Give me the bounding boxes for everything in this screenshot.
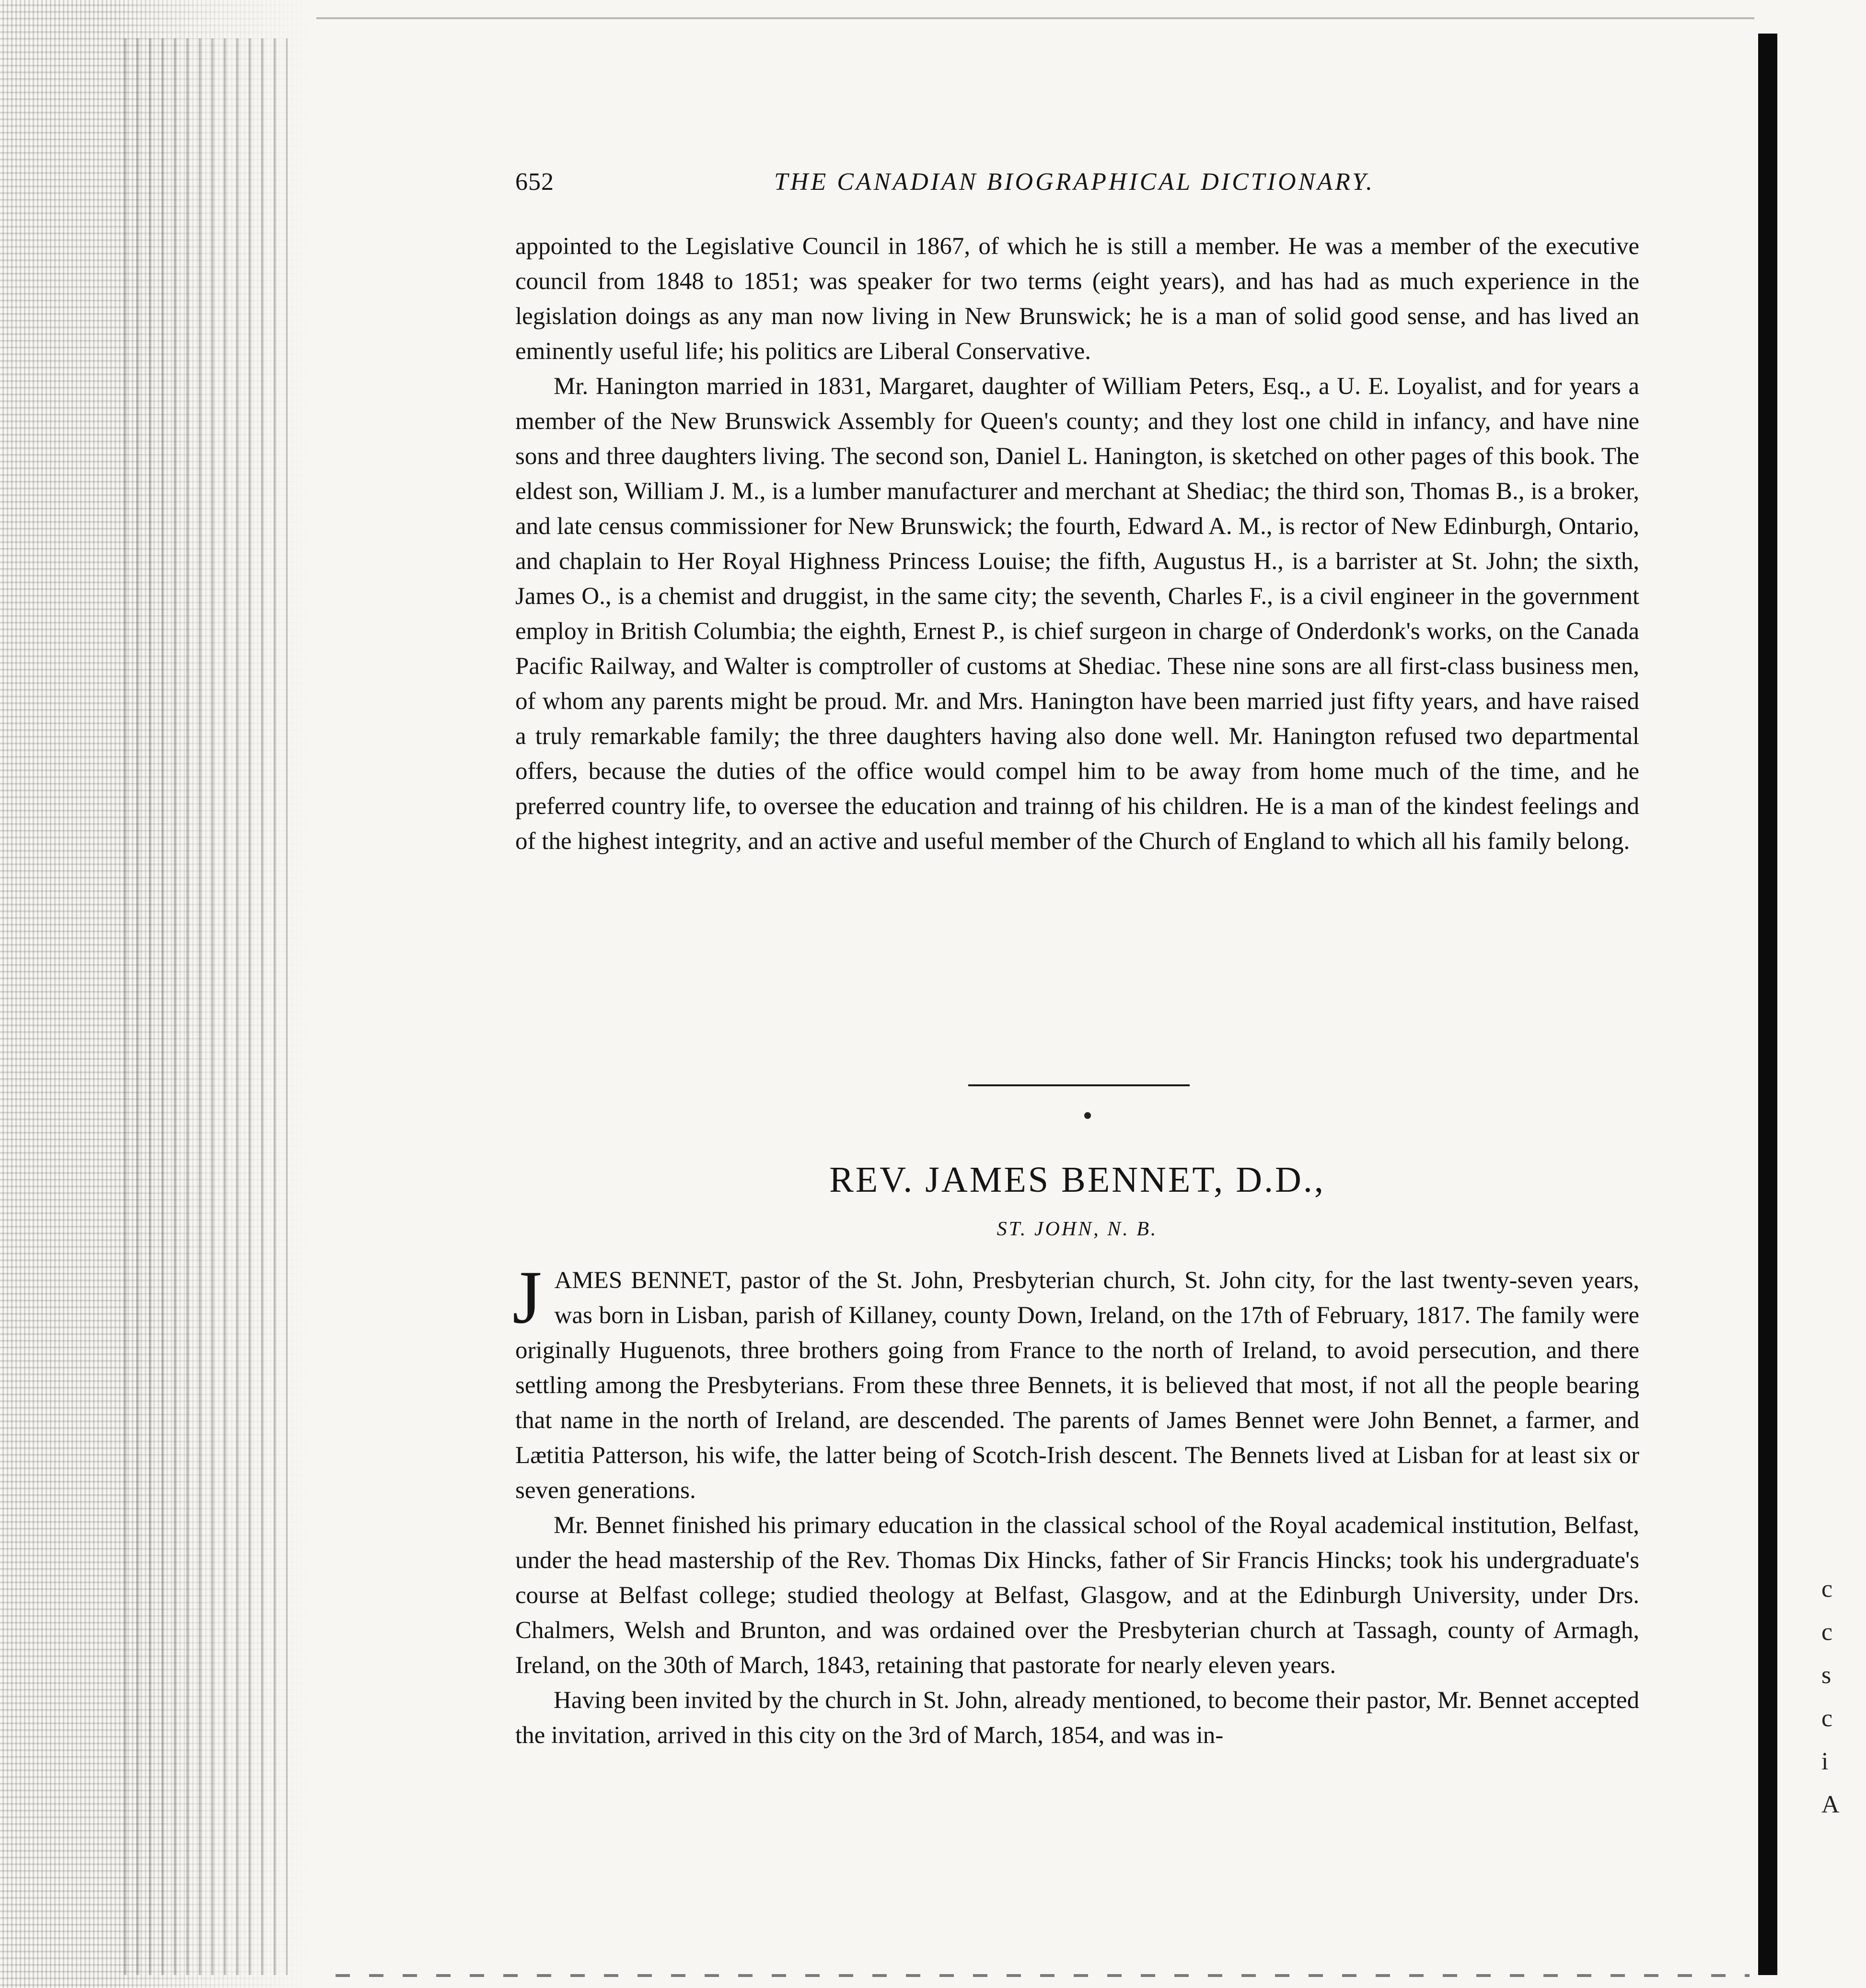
section-title: REV. JAMES BENNET, D.D., bbox=[829, 1160, 1325, 1200]
bennet-biography bbox=[512, 1256, 1639, 1753]
running-title: THE CANADIAN BIOGRAPHICAL DICTIONARY. bbox=[774, 168, 1375, 196]
body-paragraph: Mr. Bennet finished his primary education in the classical school of the Royal academical institution, Belfast, under the head mastership of the Rev. Thomas Dix Hincks, father of Sir Francis Hincks; took his undergraduate's course at Belfast college; studied theology at Belfast, Glasgow, and at the Edinburgh University, under Drs. Chalmers, Welsh and Brunton, and was ordained over the Presbyterian church at Tassagh, county of Armagh, Ireland, on the 30th of March, 1843, retaining that pastorate for nearly eleven years. bbox=[515, 1512, 1639, 1679]
body-paragraph: Having been invited by the church in St. John, already mentioned, to become their pastor, Mr. Bennet accepted the invitation, arrived in this city on the 3rd of March, 1854, and was in- bbox=[515, 1687, 1639, 1749]
margin-fragment: c bbox=[1821, 1705, 1833, 1732]
hanington-biography bbox=[515, 229, 1639, 859]
section-place: ST. JOHN, N. B. bbox=[997, 1218, 1158, 1240]
margin-fragment: i bbox=[1821, 1748, 1829, 1775]
running-head bbox=[515, 168, 1639, 206]
body-paragraph: Mr. Hanington married in 1831, Margaret, daughter of William Peters, Esq., a U. E. Loyalist, and for years a member of the New Brunswick Assembly for Queen's county; and they lost one child in infancy, and have nine sons and three daughters living. The second son, Daniel L. Hanington, is sketched on other pages of this book. The eldest son, William J. M., is a lumber manufacturer and merchant at Shediac; the third son, Thomas B., is a broker, and late census commissioner for New Brunswick; the fourth, Edward A. M., is rector of New Edinburgh, Ontario, and chaplain to Her Royal Highness Princess Louise; the fifth, Augustus H., is a barrister at St. John; the sixth, James O., is a chemist and druggist, in the same city; the seventh, Charles F., is a civil engineer in the government employ in British Columbia; the eighth, Ernest P., is chief surgeon in charge of Onderdonk's works, on the Canada Pacific Railway, and Walter is comptroller of customs at Shediac. These nine sons are all first-class business men, of whom any parents might be proud. Mr. and Mrs. Hanington have been married just fifty years, and have raised a truly remarkable family; the three daughters having also done well. Mr. Hanington refused two departmental offers, because the duties of the office would compel him to be away from home much of the time, and he preferred country life, to oversee the education and trainng of his children. He is a man of the kindest feelings and of the highest integrity, and an active and useful member of the Church of England to which all his family belong. bbox=[515, 373, 1639, 855]
body-paragraph-first bbox=[512, 1256, 1639, 1508]
margin-fragment: A bbox=[1821, 1791, 1840, 1818]
first-paragraph-text: AMES BENNET, pastor of the St. John, Presbyterian church, St. John city, for the last twenty-seven years, was born in Lisban, parish of Killaney, county Down, Ireland, on the 17th of February, 1817. The family were originally Huguenots, three brothers going from France to the north of Ireland, to avoid persecution, and there settling among the Presbyterians. From these three Bennets, it is believed that most, if not all the people bearing that name in the north of Ireland, are descended. The parents of James Bennet were John Bennet, a farmer, and Lætitia Patterson, his wife, the latter being of Scotch-Irish descent. The Bennets lived at Lisban for at least six or seven generations. bbox=[515, 1267, 1639, 1504]
margin-fragment: c bbox=[1821, 1575, 1833, 1603]
scan-bottom-edge bbox=[336, 1974, 1750, 1977]
drop-cap: J bbox=[512, 1256, 542, 1339]
scan-edge-left-shadow bbox=[115, 38, 288, 1975]
scan-edge-right bbox=[1758, 34, 1777, 1975]
margin-fragment: c bbox=[1821, 1618, 1833, 1646]
body-paragraph: appointed to the Legislative Council in 1867, of which he is still a member. He was a member of the executive council from 1848 to 1851; was speaker for two terms (eight years), and has had as much experience in the legislation doings as any man now living in New Brunswick; he is a man of solid good sense, and has lived an eminently useful life; his politics are Liberal Conservative. bbox=[515, 233, 1639, 365]
page-number: 652 bbox=[515, 168, 554, 196]
margin-fragment: s bbox=[1821, 1662, 1831, 1689]
section-divider-dot bbox=[1084, 1112, 1091, 1119]
right-margin-fragments bbox=[1821, 1568, 1860, 1826]
section-divider-rule bbox=[968, 1084, 1190, 1086]
scan-top-edge bbox=[316, 17, 1754, 19]
